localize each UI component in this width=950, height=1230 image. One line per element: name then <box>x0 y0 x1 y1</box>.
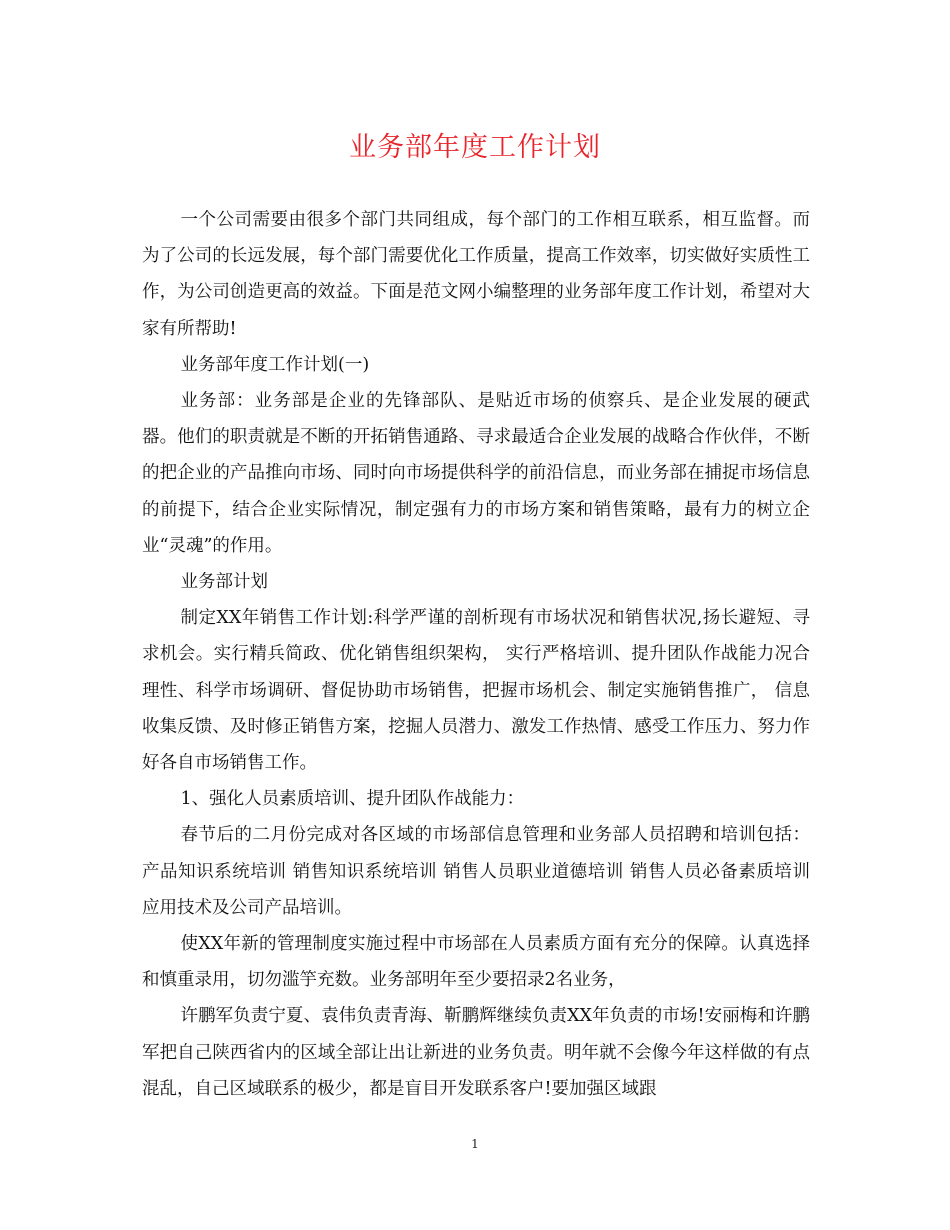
paragraph-department-role: 业务部：业务部是企业的先锋部队、是贴近市场的侦察兵、是企业发展的硬武器。他们的职责就是不断的开拓销售通路、寻求最适合企业发展的战略合作伙伴，不断的把企业的产品推向市场、同时向市场提供科学的前沿信息，而业务部在捕捉市场信息的前提下，结合企业实际情况，制定强有力的市场方案和销售策略，最有力的树立企业“灵魂”的作用。 <box>142 391 810 556</box>
paragraph-regional-assignments: 许鹏军负责宁夏、袁伟负责青海、靳鹏辉继续负责XX年负责的市场!安丽梅和许鹏军把自己陕西省内的区域全部让出让新进的业务负责。明年就不会像今年这样做的有点混乱，自己区域联系的极少，都是盲目开发联系客户!要加强区域跟 <box>142 1006 810 1099</box>
section-heading-plan-one: 业务部年度工作计划(一) <box>180 354 370 375</box>
paragraph-recruitment: 使XX年新的管理制度实施过程中市场部在人员素质方面有充分的保障。认真选择和慎重录用，切勿滥竽充数。业务部明年至少要招录2名业务， <box>142 934 810 991</box>
paragraph-intro: 一个公司需要由很多个部门共同组成，每个部门的工作相互联系，相互监督。而为了公司的长远发展，每个部门需要优化工作质量，提高工作效率，切实做好实质性工作，为公司创造更高的效益。下面是范文网小编整理的业务部年度工作计划，希望对大家有所帮助! <box>142 210 810 339</box>
section-heading-training: 1、强化人员素质培训、提升团队作战能力： <box>180 789 525 810</box>
section-heading-department-plan: 业务部计划 <box>180 572 268 593</box>
paragraph-sales-plan: 制定XX年销售工作计划:科学严谨的剖析现有市场状况和销售状况,扬长避短、寻求机会。实行精兵简政、优化销售组织架构， 实行严格培训、提升团队作战能力况合理性、科学市场调研、督促协助市场销售，把握市场机会、制定实施销售推广， 信息收集反馈、及时修正销售方案，挖掘人员潜力、激发工作热情、感受工作压力、努力作好各自市场销售工作。 <box>142 608 810 774</box>
paragraph-training-content: 春节后的二月份完成对各区域的市场部信息管理和业务部人员招聘和培训包括：产品知识系统培训 销售知识系统培训 销售人员职业道德培训 销售人员必备素质培训 应用技术及公司产品培训。 <box>142 825 810 918</box>
page-number: 1 <box>471 1137 479 1151</box>
document-body <box>142 202 810 1107</box>
document-title: 业务部年度工作计划 <box>349 132 601 163</box>
